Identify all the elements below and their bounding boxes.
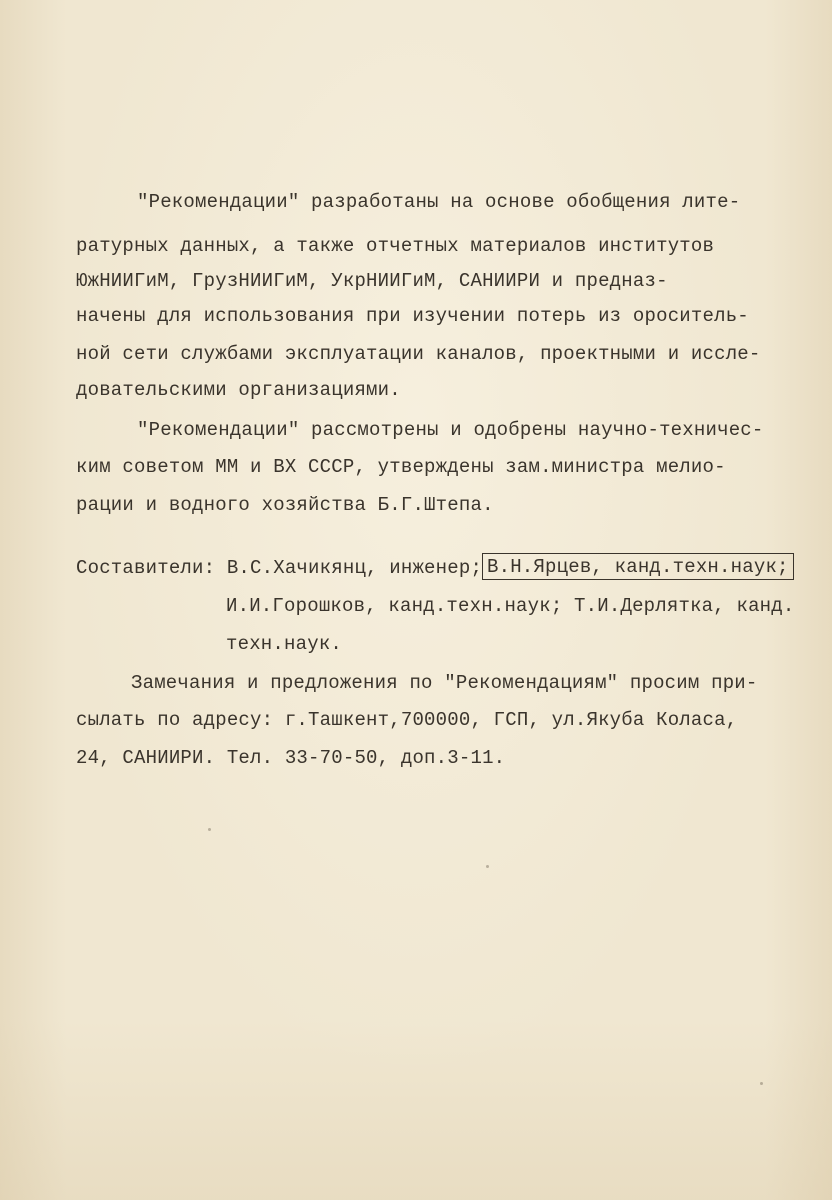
paragraph-line: сылать по адресу: г.Ташкент,700000, ГСП, ул.Якуба Коласа, [76,709,738,731]
paragraph-line: начены для использования при изучении потерь из ороситель- [76,305,749,327]
paragraph-line: "Рекомендации" разработаны на основе обобщения лите- [137,191,741,213]
compilers-line-3: техн.наук. [226,633,343,655]
paragraph-line: 24, САНИИРИ. Тел. 33-70-50, доп.3-11. [76,747,506,769]
paragraph-line: "Рекомендации" рассмотрены и одобрены научно-техничес- [137,419,764,441]
paper-speck [760,1082,763,1085]
paragraph-line: ким советом ММ и ВХ СССР, утверждены зам.министра мелио- [76,456,726,478]
paragraph-line: ной сети службами эксплуатации каналов, проектными и иссле- [76,343,761,365]
compilers-line-2: И.И.Горошков, канд.техн.наук; Т.И.Дерлятка, канд. [226,595,795,617]
paragraph-line: довательскими организациями. [76,379,401,401]
paper-speck [486,865,489,868]
paragraph-line: ратурных данных, а также отчетных материалов институтов [76,235,715,257]
paper-speck [208,828,211,831]
paragraph-line: рации и водного хозяйства Б.Г.Штепа. [76,494,494,516]
paragraph-line: ЮжНИИГиМ, ГрузНИИГиМ, УкрНИИГиМ, САНИИРИ и предназ- [76,270,668,292]
paragraph-line: Замечания и предложения по "Рекомендациям" просим при- [131,672,758,694]
compiler-boxed-entry: В.Н.Ярцев, канд.техн.наук; [482,553,794,580]
compilers-lead: Составители: В.С.Хачикянц, инженер; [76,557,483,579]
